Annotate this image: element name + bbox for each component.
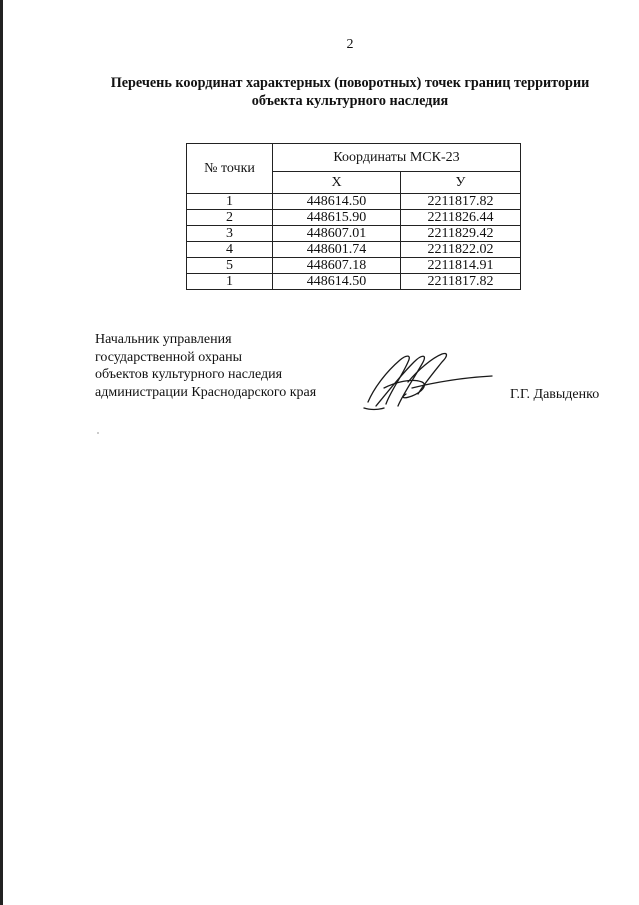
cell-y: 2211817.82 — [401, 274, 521, 290]
table-row — [187, 274, 521, 290]
table-row — [187, 226, 521, 242]
cell-y: 2211829.42 — [401, 226, 521, 242]
column-header-coordinates: Координаты МСК-23 — [273, 144, 521, 172]
cell-x: 448607.18 — [273, 258, 401, 274]
signatory-name: Г.Г. Давыденко — [510, 387, 600, 402]
cell-point: 3 — [187, 226, 273, 242]
cell-y: 2211826.44 — [401, 210, 521, 226]
document-title — [60, 74, 639, 110]
column-header-x: X — [273, 172, 401, 194]
signatory-position-line: администрации Краснодарского края — [95, 384, 317, 400]
signatory-position — [95, 331, 355, 401]
column-header-y: У — [401, 172, 521, 194]
table-row — [187, 258, 521, 274]
cell-y: 2211814.91 — [401, 258, 521, 274]
cell-y: 2211822.02 — [401, 242, 521, 258]
handwritten-signature — [356, 348, 496, 418]
cell-point: 5 — [187, 258, 273, 274]
cell-x: 448614.50 — [273, 194, 401, 210]
cell-x: 448601.74 — [273, 242, 401, 258]
cell-point: 4 — [187, 242, 273, 258]
column-header-point: № точки — [187, 144, 273, 194]
table-row — [187, 194, 521, 210]
document-title-line-1: Перечень координат характерных (поворотных) точек границ территории — [110, 75, 590, 91]
signatory-position-line: объектов культурного наследия — [95, 367, 283, 382]
cell-point: 1 — [187, 194, 273, 210]
cell-x: 448607.01 — [273, 226, 401, 242]
document-title-line-2: объекта культурного наследия — [251, 93, 449, 109]
table-row — [187, 210, 521, 226]
cell-x: 448614.50 — [273, 274, 401, 290]
signatory-position-line: Начальник управления — [95, 332, 232, 347]
table-header-row — [187, 144, 521, 172]
table-row — [187, 242, 521, 258]
cell-y: 2211817.82 — [401, 194, 521, 210]
signatory-position-line: государственной охраны — [95, 349, 243, 365]
coordinates-table — [186, 143, 521, 290]
cell-point: 2 — [187, 210, 273, 226]
cell-x: 448615.90 — [273, 210, 401, 226]
cell-point: 1 — [187, 274, 273, 290]
scan-speck — [97, 432, 99, 434]
page-number: 2 — [346, 37, 354, 52]
page-left-edge — [0, 0, 3, 905]
